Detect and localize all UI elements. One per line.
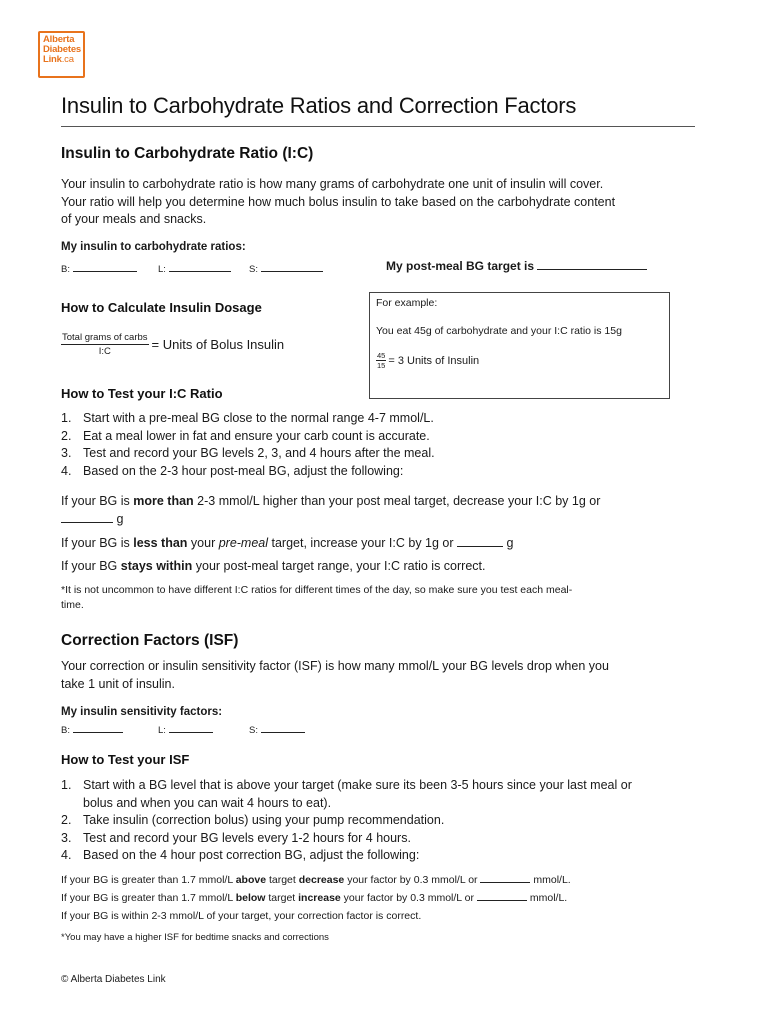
calc-result: = Units of Bolus Insulin [151, 337, 285, 352]
my-isf-label: My insulin sensitivity factors: [61, 706, 223, 718]
isf-increase-blank[interactable] [477, 891, 527, 901]
isf-intro: Your correction or insulin sensitivity factor (ISF) is how many mmol/L your BG levels drop when you take 1 unit of insulin. [61, 659, 609, 691]
test-ic-heading: How to Test your I:C Ratio [61, 386, 223, 401]
list-item: 1. Start with a BG level that is above your target (make sure its been 3-5 hours since your last meal or bolus and when you can wait 4 hours to eat). [61, 778, 632, 810]
ic-breakfast-blank[interactable] [73, 262, 137, 272]
list-item: 4. Based on the 2-3 hour post-meal BG, adjust the following: [61, 463, 404, 478]
logo-line-1: Alberta [43, 34, 75, 45]
alberta-diabetes-link-logo [38, 31, 85, 78]
ic-lunch-blank[interactable] [169, 262, 231, 272]
example-text: You eat 45g of carbohydrate and your I:C ratio is 15g [376, 325, 622, 337]
ic-note: *It is not uncommon to have different I:C ratios for different times of the day, so make sure you test each meal- time. [61, 584, 573, 611]
example-result: = 3 Units of Insulin [388, 354, 480, 367]
list-item: 3. Test and record your BG levels 2, 3, and 4 hours after the meal. [61, 446, 435, 460]
isf-rule-within: If your BG is within 2-3 mmol/L of your target, your correction factor is correct. [61, 910, 422, 922]
page-title: Insulin to Carbohydrate Ratios and Correction Factors [61, 93, 577, 118]
isf-rule-below: If your BG is greater than 1.7 mmol/L below target increase your factor by 0.3 mmol/L or mmol/L. [61, 892, 568, 904]
isf-breakfast-field: B: [61, 723, 123, 736]
test-isf-heading: How to Test your ISF [61, 752, 190, 767]
list-item: 4. Based on the 4 hour post correction BG, adjust the following: [61, 848, 420, 862]
ic-decrease-blank[interactable] [61, 513, 113, 523]
list-item: 2. Eat a meal lower in fat and ensure your carb count is accurate. [61, 428, 430, 443]
ic-supper-blank[interactable] [261, 262, 323, 272]
calc-heading: How to Calculate Insulin Dosage [61, 300, 262, 315]
ic-breakfast-field: B: [61, 262, 137, 275]
ic-rule-stays-within: If your BG stays within your post-meal target range, your I:C ratio is correct. [61, 559, 486, 573]
example-formula [376, 351, 479, 370]
example-fraction: $\frac{45}{15}$ [377, 351, 386, 370]
isf-note: *You may have a higher ISF for bedtime snacks and corrections [61, 932, 329, 943]
isf-breakfast-blank[interactable] [73, 723, 123, 733]
isf-supper-field: S: [249, 723, 305, 736]
isf-lunch-field: L: [158, 723, 213, 736]
list-item: 1. Start with a pre-meal BG close to the normal range 4-7 mmol/L. [61, 411, 434, 425]
isf-section-heading: Correction Factors (ISF) [61, 632, 239, 649]
calc-denominator: I:C [98, 346, 111, 357]
calc-fraction [61, 331, 149, 358]
test-isf-steps [61, 777, 701, 865]
ic-intro: Your insulin to carbohydrate ratio is how many grams of carbohydrate one unit of insulin will cover. Your ratio will help you determine how much bolus insulin to take based on the carbohydrate content of your meals and snacks. [61, 177, 616, 226]
calc-numerator: Total grams of carbs [62, 332, 148, 343]
ic-increase-blank[interactable] [457, 537, 503, 547]
title-divider [61, 126, 695, 127]
ic-section-heading: Insulin to Carbohydrate Ratio (I:C) [61, 145, 314, 162]
ic-rule-more-than: If your BG is more than 2-3 mmol/L higher than your post meal target, decrease your I:C by 1g or [61, 494, 601, 508]
footer-copyright: © Alberta Diabetes Link [61, 974, 166, 985]
isf-decrease-blank[interactable] [480, 873, 530, 883]
logo-line-2: Diabetes [43, 44, 82, 55]
list-item: 2. Take insulin (correction bolus) using your pump recommendation. [61, 813, 445, 827]
ic-rule-more-than-blank-line: g [61, 511, 123, 529]
ic-supper-field: S: [249, 262, 323, 275]
test-ic-steps [61, 410, 435, 480]
logo-line-3: Link.ca [43, 54, 74, 65]
calc-formula [61, 331, 284, 358]
post-meal-target-blank[interactable] [537, 260, 647, 270]
list-item: 3. Test and record your BG levels every 1-2 hours for 4 hours. [61, 830, 411, 845]
example-label: For example: [376, 297, 438, 309]
isf-rule-above: If your BG is greater than 1.7 mmol/L above target decrease your factor by 0.3 mmol/L or mmol/L. [61, 874, 571, 886]
isf-lunch-blank[interactable] [169, 723, 213, 733]
my-ic-ratios-label: My insulin to carbohydrate ratios: [61, 241, 246, 253]
ic-rule-less-than: If your BG is less than your pre-meal target, increase your I:C by 1g or g [61, 536, 514, 550]
post-meal-target: My post-meal BG target is [386, 259, 647, 273]
ic-lunch-field: L: [158, 262, 231, 275]
isf-supper-blank[interactable] [261, 723, 305, 733]
